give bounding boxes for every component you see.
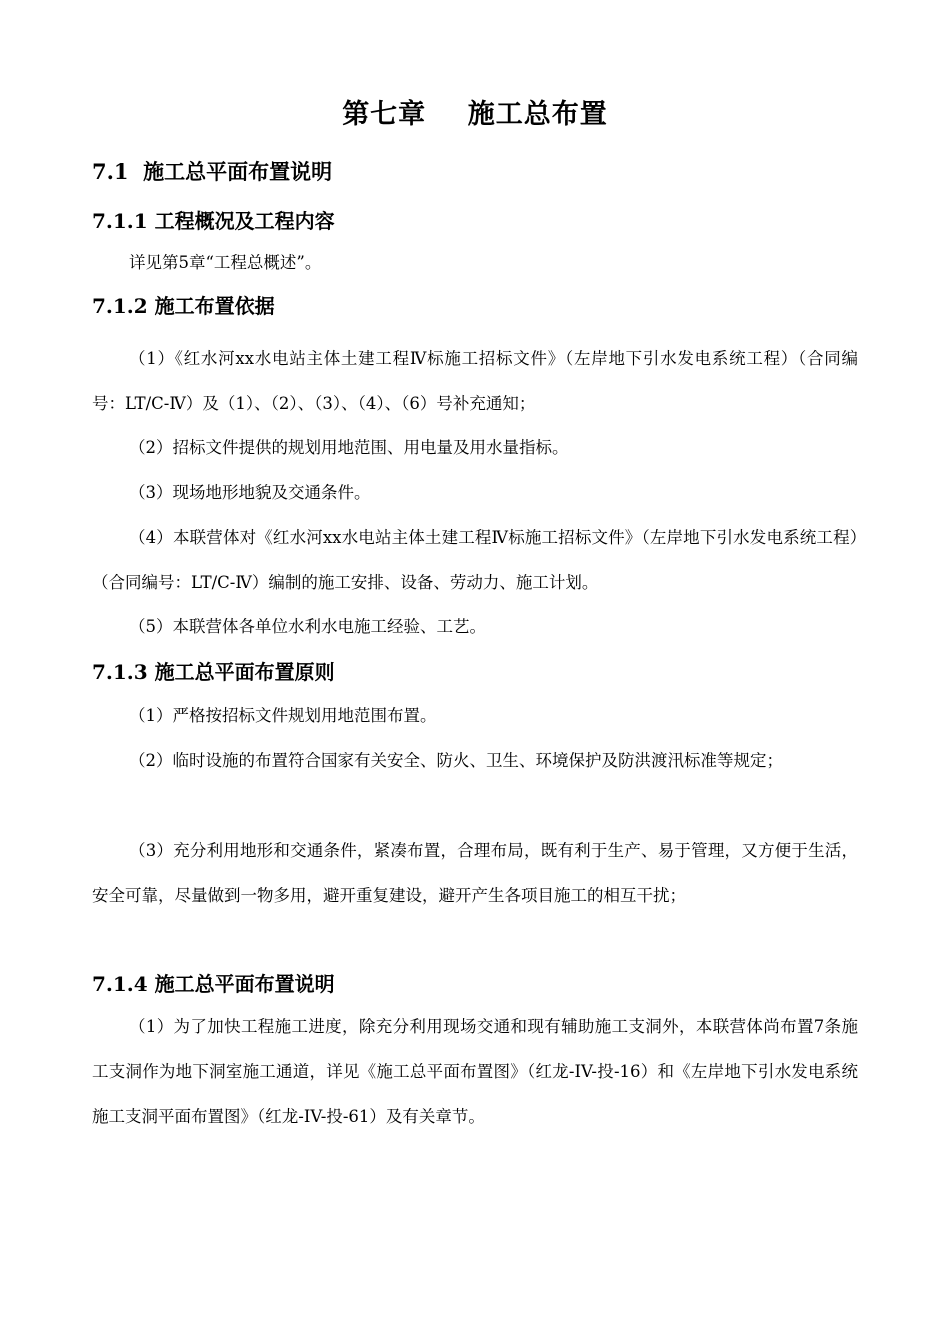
- section-heading-7-1-1: [92, 205, 335, 234]
- section-title: 工程概况及工程内容: [154, 209, 335, 233]
- paragraph: （3）现场地形地貌及交通条件。: [129, 483, 371, 502]
- paragraph: （1）为了加快工程施工进度，除充分利用现场交通和现有辅助施工支洞外，本联营体尚布置7条施工支洞作为地下洞室施工通道，详见《施工总平面布置图》（红龙-IV-投-16）和《左岸地下引水发电系统施工支洞平面布置图》（红龙-IV-投-61）及有关章节。: [92, 1017, 858, 1126]
- section-heading-7-1-4: [92, 968, 335, 997]
- section-title: 施工总平面布置说明: [143, 160, 333, 184]
- paragraph: （3）充分利用地形和交通条件，紧凑布置，合理布局，既有利于生产、易于管理，又方便于生活，安全可靠，尽量做到一物多用，避开重复建设，避开产生各项目施工的相互干扰；: [92, 841, 858, 905]
- paragraph: （1）严格按招标文件规划用地范围布置。: [129, 706, 437, 725]
- chapter-title: 第七章 施工总布置: [342, 99, 608, 130]
- section-heading-7-1-2: [92, 290, 275, 319]
- paragraph: 详见第5章“工程总概述”。: [129, 253, 322, 272]
- section-title: 施工总平面布置原则: [154, 660, 335, 684]
- paragraph: （5）本联营体各单位水利水电施工经验、工艺。: [129, 617, 486, 636]
- section-title: 施工布置依据: [154, 294, 275, 318]
- section-title: 施工总平面布置说明: [154, 972, 335, 996]
- paragraph: （1）《红水河xx水电站主体土建工程Ⅳ标施工招标文件》（左岸地下引水发电系统工程）（合同编号：LT/C-Ⅳ）及（1）、（2）、（3）、（4）、（6）号补充通知；: [92, 349, 858, 413]
- paragraph: （2）招标文件提供的规划用地范围、用电量及用水量指标。: [129, 438, 569, 457]
- section-number: 7.1.3: [92, 660, 148, 684]
- section-heading-7-1-3: [92, 656, 335, 685]
- paragraph: （2）临时设施的布置符合国家有关安全、防火、卫生、环境保护及防洪渡汛标准等规定；: [129, 751, 783, 770]
- section-number: 7.1.1: [92, 209, 148, 233]
- section-heading-7-1: [92, 156, 332, 186]
- section-number: 7.1.4: [92, 972, 148, 996]
- section-number: 7.1: [92, 159, 129, 184]
- section-number: 7.1.2: [92, 294, 148, 318]
- paragraph: （4）本联营体对《红水河xx水电站主体土建工程Ⅳ标施工招标文件》（左岸地下引水发电系统工程）（合同编号：LT/C-Ⅳ）编制的施工安排、设备、劳动力、施工计划。: [92, 528, 858, 592]
